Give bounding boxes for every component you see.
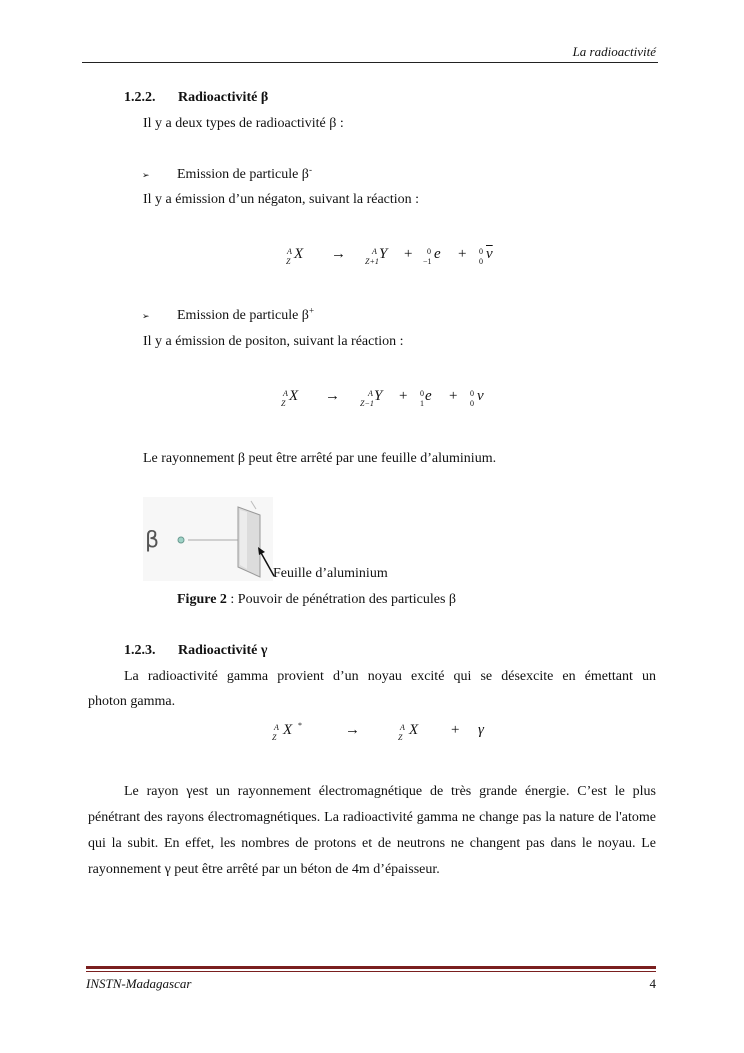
- eq1-plus-2: +: [458, 246, 467, 262]
- figure-2-image: [143, 497, 273, 581]
- figure-2-caption-text: : Pouvoir de pénétration des particules β: [226, 592, 457, 607]
- eq2-plus-2: +: [449, 388, 458, 404]
- beta-plus-description: Il y a émission de positon, suivant la réaction :: [143, 334, 404, 349]
- eq1-y-mass: A: [372, 247, 377, 256]
- eq2-plus-1: +: [399, 388, 408, 404]
- eq2-x-atomic: Z: [281, 399, 286, 408]
- section-beta-title: Radioactivité β: [178, 90, 269, 105]
- header-rule: [82, 62, 658, 63]
- footer-rule-thick: [86, 966, 656, 969]
- section-gamma-intro-line2: photon gamma.: [88, 694, 176, 709]
- eq1-plus-1: +: [404, 246, 413, 262]
- bullet-arrow-icon: ➢: [142, 170, 150, 180]
- beta-particle-icon: [178, 537, 184, 543]
- equation-gamma: [0, 718, 744, 748]
- eq1-x-mass: A: [287, 247, 292, 256]
- eq3-excited-star: *: [298, 721, 302, 730]
- section-gamma-intro-line1: La radioactivité gamma provient d’un noyau excité qui se désexcite en émettant un: [124, 669, 656, 684]
- gamma-paragraph: Le rayon γest un rayonnement électromagnétique de très grande énergie. C’est le plus pénétrant des rayons électromagnétiques. La radioactivité gamma ne change pas la nature de l'atome qui la subit. En effet, les nombres de protons et de neutrons ne changent pas dans le noyau. Le rayonnement γ peut être arrêté par un béton de 4m d’épaisseur.: [88, 784, 656, 877]
- eq3-arrow: →: [345, 722, 360, 738]
- figure-2-annotation: Feuille d’aluminium: [273, 566, 388, 581]
- figure-2-caption-label: Figure 2: [177, 592, 227, 607]
- beta-stop-text: Le rayonnement β peut être arrêté par une feuille d’aluminium.: [143, 451, 497, 466]
- eq1-antineutrino-symbol: $\overline{\nu}$: [486, 246, 493, 262]
- figure-2-beta-symbol: β: [145, 528, 160, 553]
- eq1-e-atomic: −1: [423, 257, 432, 266]
- eq2-nu-mass: 0: [470, 389, 474, 398]
- eq1-x-symbol: X: [294, 246, 304, 262]
- figure-2-diagram: [143, 497, 273, 581]
- eq2-y-mass: A: [368, 389, 373, 398]
- eq2-neutrino-symbol: ν: [477, 388, 484, 404]
- eq2-nu-atomic: 0: [470, 399, 474, 408]
- sheet-edge-line: [251, 501, 256, 509]
- eq1-y-symbol: Y: [379, 246, 388, 262]
- section-beta-number: 1.2.2.: [124, 90, 156, 105]
- eq3-plus: +: [451, 722, 460, 738]
- eq2-x-mass: A: [283, 389, 288, 398]
- bullet-beta-minus: Emission de particule β-: [177, 164, 312, 182]
- footer-rule-thin: [86, 971, 656, 972]
- bullet-beta-plus: Emission de particule β+: [177, 305, 315, 323]
- eq1-arrow: →: [331, 246, 346, 262]
- figure-2-caption: [177, 592, 456, 608]
- eq3-x-atomic: Z: [272, 733, 277, 742]
- eq2-e-atomic: 1: [420, 399, 424, 408]
- footer-institution: INSTN-Madagascar: [86, 976, 192, 991]
- bullet-arrow-icon: ➢: [142, 311, 150, 321]
- section-gamma-number: 1.2.3.: [124, 643, 156, 658]
- equation-beta-minus: [0, 240, 744, 270]
- eq2-y-atomic: Z−1: [360, 399, 374, 408]
- eq2-e-mass: 0: [420, 389, 424, 398]
- eq3-x-mass: A: [274, 723, 279, 732]
- eq2-e-symbol: e: [425, 388, 432, 404]
- aluminium-sheet-highlight: [240, 510, 247, 569]
- eq1-nu-mass: 0: [479, 247, 483, 256]
- eq2-y-symbol: Y: [374, 388, 383, 404]
- eq3-y-symbol: X: [409, 722, 419, 738]
- section-beta-intro: Il y a deux types de radioactivité β :: [143, 116, 344, 131]
- footer-page-number: 4: [649, 976, 656, 991]
- eq3-x-symbol: X: [283, 722, 293, 738]
- eq1-x-atomic: Z: [286, 257, 291, 266]
- eq2-arrow: →: [325, 388, 340, 404]
- eq2-x-symbol: X: [289, 388, 299, 404]
- eq1-e-symbol: e: [434, 246, 441, 262]
- eq1-e-mass: 0: [427, 247, 431, 256]
- eq1-nu-atomic: 0: [479, 257, 483, 266]
- equation-beta-plus: [0, 382, 744, 412]
- eq1-y-atomic: Z+1: [365, 257, 379, 266]
- beta-minus-description: Il y a émission d’un négaton, suivant la réaction :: [143, 192, 420, 207]
- eq3-y-atomic: Z: [398, 733, 403, 742]
- eq3-y-mass: A: [400, 723, 405, 732]
- section-gamma-title: Radioactivité γ: [178, 643, 268, 658]
- eq3-gamma-symbol: γ: [478, 722, 484, 738]
- header-title: La radioactivité: [572, 44, 656, 59]
